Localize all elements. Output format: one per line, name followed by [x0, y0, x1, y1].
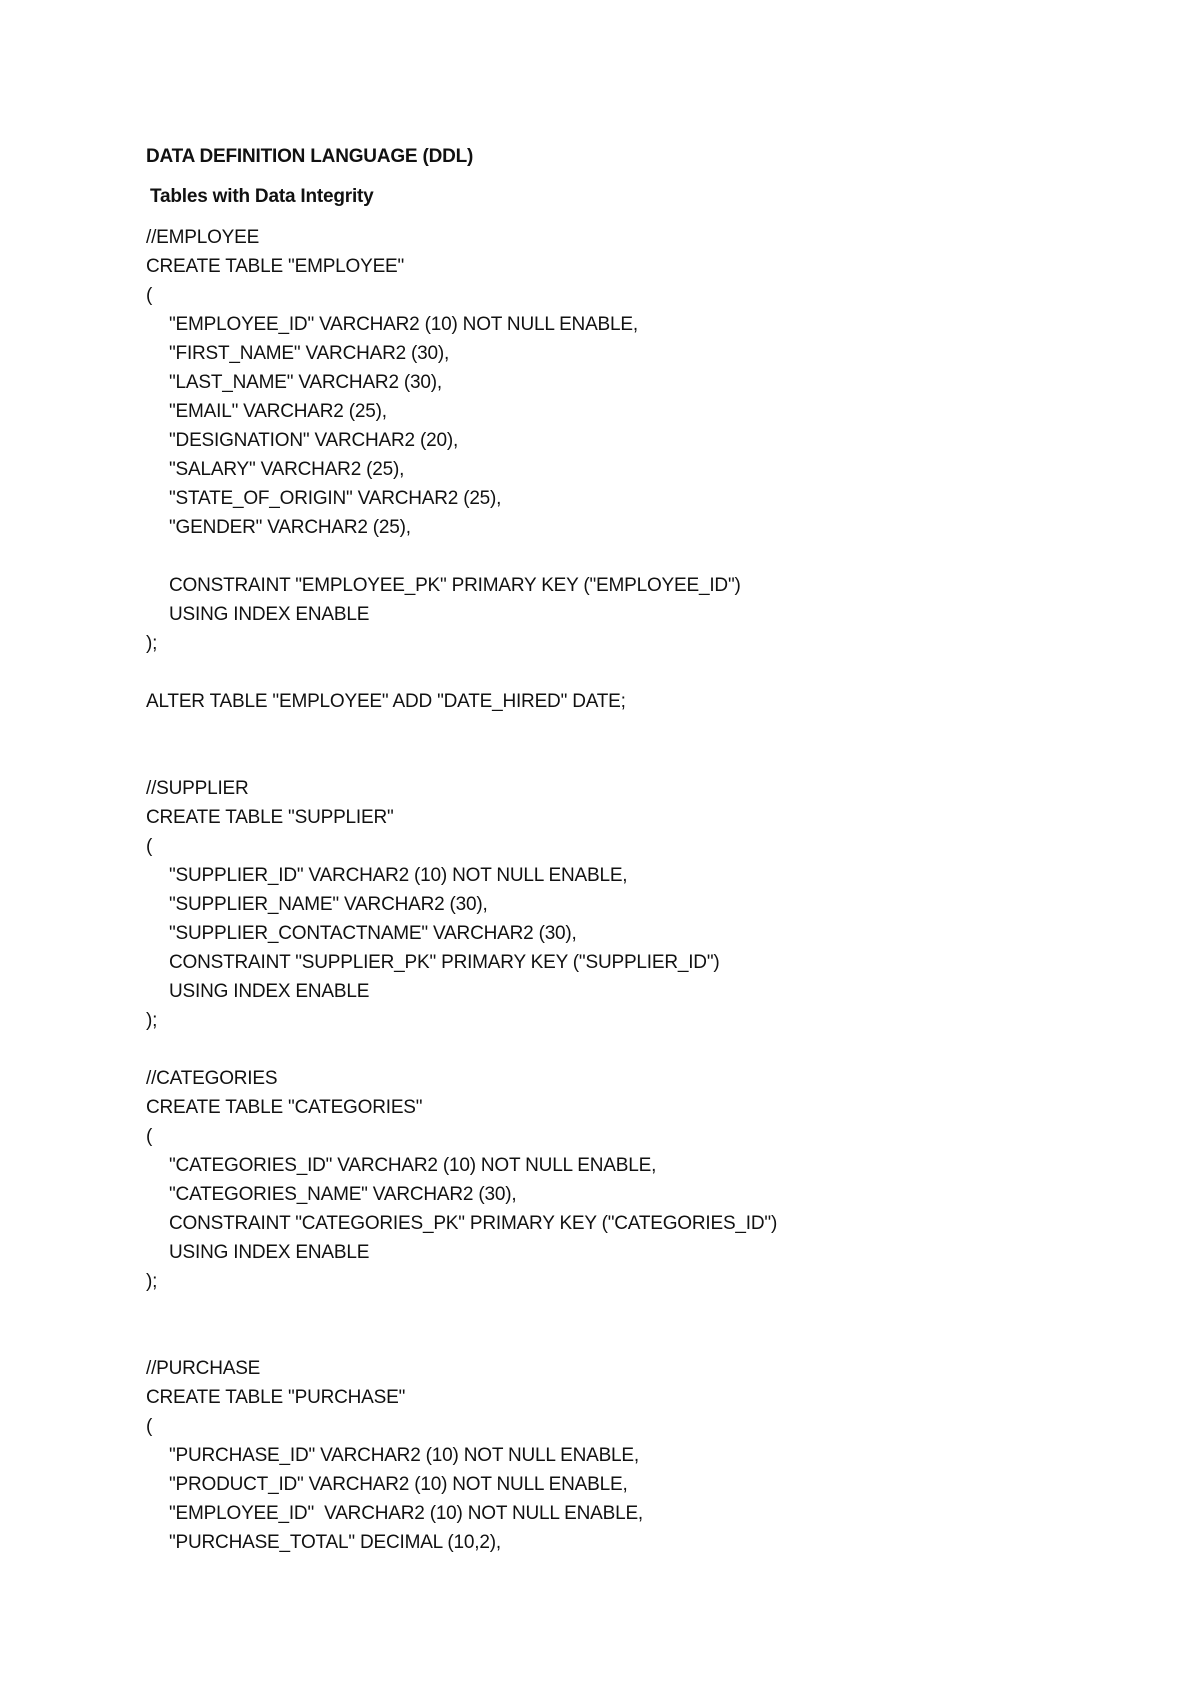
employee-column: "GENDER" VARCHAR2 (25),: [169, 517, 411, 538]
purchase-table-ddl: [146, 1354, 1126, 1557]
supplier-column: "SUPPLIER_ID" VARCHAR2 (10) NOT NULL ENABLE,: [169, 865, 628, 886]
employee-column: "STATE_OF_ORIGIN" VARCHAR2 (25),: [169, 488, 502, 509]
supplier-open-paren: (: [146, 836, 153, 857]
document-subtitle: Tables with Data Integrity: [150, 186, 374, 207]
supplier-close-paren: );: [146, 1010, 158, 1031]
employee-column: "EMPLOYEE_ID" VARCHAR2 (10) NOT NULL ENABLE,: [169, 314, 638, 335]
purchase-column: "PURCHASE_TOTAL" DECIMAL (10,2),: [169, 1532, 501, 1553]
employee-column: "DESIGNATION" VARCHAR2 (20),: [169, 430, 459, 451]
blank-line: [146, 716, 1126, 745]
employee-table-ddl: [146, 223, 1126, 774]
document-title: DATA DEFINITION LANGUAGE (DDL): [146, 146, 474, 167]
employee-column: "EMAIL" VARCHAR2 (25),: [169, 401, 387, 422]
categories-column: "CATEGORIES_NAME" VARCHAR2 (30),: [169, 1184, 517, 1205]
categories-create-statement: CREATE TABLE "CATEGORIES": [146, 1097, 423, 1118]
document-body: [146, 145, 1126, 1557]
categories-constraint: CONSTRAINT "CATEGORIES_PK" PRIMARY KEY ("CATEGORIES_ID"): [169, 1213, 778, 1234]
supplier-create-statement: CREATE TABLE "SUPPLIER": [146, 807, 394, 828]
employee-column: "LAST_NAME" VARCHAR2 (30),: [169, 372, 442, 393]
employee-create-statement: CREATE TABLE "EMPLOYEE": [146, 256, 405, 277]
employee-close-paren: );: [146, 633, 158, 654]
categories-open-paren: (: [146, 1126, 153, 1147]
blank-line: [146, 745, 1126, 774]
blank-line: [146, 542, 1126, 571]
supplier-using-index: USING INDEX ENABLE: [169, 981, 370, 1002]
supplier-table-ddl: [146, 774, 1126, 1064]
categories-column: "CATEGORIES_ID" VARCHAR2 (10) NOT NULL ENABLE,: [169, 1155, 657, 1176]
purchase-comment: //PURCHASE: [146, 1358, 261, 1379]
employee-open-paren: (: [146, 285, 153, 306]
supplier-comment: //SUPPLIER: [146, 778, 249, 799]
purchase-column: "PRODUCT_ID" VARCHAR2 (10) NOT NULL ENABLE,: [169, 1474, 628, 1495]
supplier-column: "SUPPLIER_CONTACTNAME" VARCHAR2 (30),: [169, 923, 577, 944]
supplier-constraint: CONSTRAINT "SUPPLIER_PK" PRIMARY KEY ("SUPPLIER_ID"): [169, 952, 720, 973]
purchase-open-paren: (: [146, 1416, 153, 1437]
categories-close-paren: );: [146, 1271, 158, 1292]
employee-using-index: USING INDEX ENABLE: [169, 604, 370, 625]
purchase-column: "EMPLOYEE_ID" VARCHAR2 (10) NOT NULL ENABLE,: [169, 1503, 644, 1524]
supplier-column: "SUPPLIER_NAME" VARCHAR2 (30),: [169, 894, 488, 915]
employee-constraint: CONSTRAINT "EMPLOYEE_PK" PRIMARY KEY ("EMPLOYEE_ID"): [169, 575, 741, 596]
blank-line: [146, 1325, 1126, 1354]
blank-line: [146, 1035, 1126, 1064]
blank-line: [146, 1296, 1126, 1325]
purchase-create-statement: CREATE TABLE "PURCHASE": [146, 1387, 406, 1408]
employee-column: "SALARY" VARCHAR2 (25),: [169, 459, 405, 480]
categories-comment: //CATEGORIES: [146, 1068, 278, 1089]
categories-using-index: USING INDEX ENABLE: [169, 1242, 370, 1263]
purchase-column: "PURCHASE_ID" VARCHAR2 (10) NOT NULL ENABLE,: [169, 1445, 639, 1466]
categories-table-ddl: [146, 1064, 1126, 1354]
employee-alter-statement: ALTER TABLE "EMPLOYEE" ADD "DATE_HIRED" DATE;: [146, 691, 626, 712]
blank-line: [146, 658, 1126, 687]
employee-column: "FIRST_NAME" VARCHAR2 (30),: [169, 343, 450, 364]
employee-comment: //EMPLOYEE: [146, 227, 260, 248]
